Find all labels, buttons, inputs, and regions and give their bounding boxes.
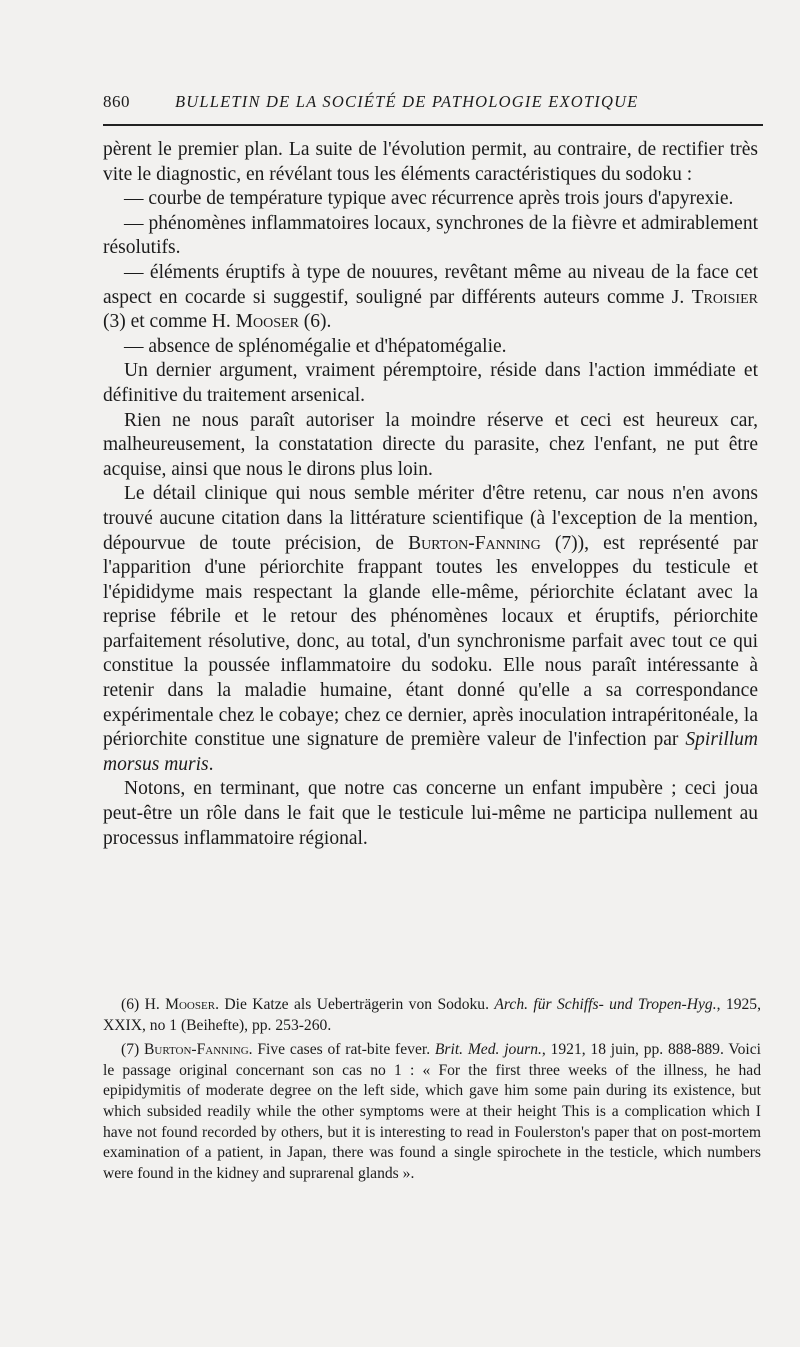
text-span: (6). bbox=[298, 311, 332, 333]
author-name: Troisier bbox=[691, 286, 758, 308]
running-title: BULLETIN DE LA SOCIÉTÉ DE PATHOLOGIE EXOTIQUE bbox=[175, 92, 639, 111]
body-text bbox=[103, 138, 758, 851]
list-item-inflammation: — phénomènes inflammatoires locaux, synchrones de la fièvre et admirablement résolutifs. bbox=[103, 212, 758, 259]
paragraph-conclusion: Notons, en terminant, que notre cas concerne un enfant impubère ; ceci joua peut-être un rôle dans le fait que le testicule lui-même ne participa nullement au processus inflammatoire régional. bbox=[103, 778, 758, 849]
paragraph-continuation: pèrent le premier plan. La suite de l'évolution permit, au contraire, de rectifier très vite le diagnostic, en révélant tous les éléments caractéristiques du sodoku : bbox=[103, 139, 758, 185]
paragraph-clinical-detail bbox=[103, 482, 758, 777]
page-header bbox=[103, 92, 763, 122]
list-item-eruption bbox=[103, 261, 758, 335]
author-name: Burton-Fanning bbox=[143, 1041, 249, 1059]
header-rule bbox=[103, 124, 763, 126]
list-item-splenomegaly: — absence de splénomégalie et d'hépatomégalie. bbox=[124, 335, 507, 357]
journal-name: Brit. Med. journ. bbox=[434, 1041, 542, 1059]
paragraph-argument: Un dernier argument, vraiment péremptoire, réside dans l'action immédiate et définitive du traitement arsenical. bbox=[103, 360, 758, 406]
text-span: (7)), est représenté par l'apparition d'une périorchite frappant toutes les enveloppes du testicule et l'épididyme mais respectant la glande elle-même, périorchite éclatant avec la reprise fébrile et le retour des phénomènes locaux et éruptifs, périorchite parfaitement résolutive, donc, au total, d'un synchronisme parfait avec tout ce qui constitue la poussée inflammatoire du sodoku. Elle nous paraît intéressante à retenir dans la maladie humaine, étant donné qu'elle a sa correspondance expérimentale chez le cobaye; chez ce dernier, après inoculation intrapéritonéale, la périorchite constitue une signature de première valeur de l'infection par bbox=[103, 532, 759, 751]
text-span: (6) H. bbox=[121, 996, 166, 1013]
page-number: 860 bbox=[103, 92, 130, 111]
text-span: , 1921, 18 juin, pp. 888-889. Voici le passage original concernant son cas no 1 : « For the first three weeks of the illness, he had epipidymitis of moderate degree on the left side, which gave him some pain during its existence, but which subsided readily while the other symptoms were at their height This is a complication which I have not found recorded by others, but it is interesting to read in Foulerston's paper that on post-mortem examination of a patient, in Japan, there was found a single spirochete in the testicle, which numbers were found in the kidney and suprarenal glands ». bbox=[103, 1041, 761, 1182]
text-span: (3) et comme H. bbox=[103, 311, 236, 333]
journal-name: Arch. für Schiffs- und Tropen-Hyg. bbox=[494, 996, 717, 1013]
text-span: Le détail clinique qui nous semble mériter d'être retenu, car nous n'en avons trouvé aucune citation dans la littérature scientifique (à l'exception de la mention, dépourvue de toute précision, de bbox=[103, 483, 758, 554]
author-name: Burton-Fanning bbox=[408, 532, 541, 554]
author-name: Mooser bbox=[165, 996, 216, 1013]
text-span: , 1925, XXIX, no 1 (Beihefte), pp. 253-260. bbox=[103, 996, 761, 1034]
text-span: . bbox=[208, 753, 214, 775]
list-item-temperature: — courbe de température typique avec récurrence après trois jours d'apyrexie. bbox=[124, 188, 734, 210]
author-name: Mooser bbox=[235, 311, 299, 333]
footnote-6 bbox=[103, 995, 761, 1036]
text-span: . Five cases of rat-bite fever. bbox=[248, 1041, 435, 1059]
text-span: — éléments éruptifs à type de nouures, revêtant même au niveau de la face cet aspect en cocarde si suggestif, souligné par différents auteurs comme J. bbox=[103, 261, 758, 308]
text-span: . Die Katze als Ueberträgerin von Sodoku. bbox=[215, 996, 495, 1013]
text-span: (7) bbox=[121, 1041, 144, 1059]
footnotes bbox=[103, 995, 761, 1188]
footnote-7 bbox=[103, 1040, 761, 1184]
paragraph-reserve: Rien ne nous paraît autoriser la moindre réserve et ceci est heureux car, malheureusement, la constatation directe du parasite, chez l'enfant, ne put être acquise, ainsi que nous le dirons plus loin. bbox=[103, 409, 758, 480]
species-name: Spirillum morsus muris bbox=[103, 729, 758, 775]
